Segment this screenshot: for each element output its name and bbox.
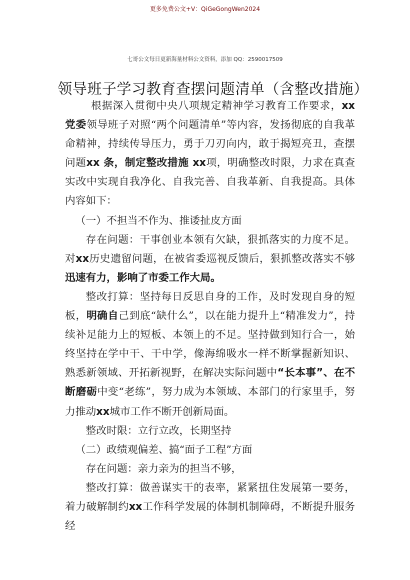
section1-problem-bold-2: 迅速有力，影响了市委工作大局。 bbox=[65, 271, 221, 284]
section1-deadline: 整改时限：立行立改，长期坚持 bbox=[85, 424, 232, 437]
section1-measures-text-2: 己到底“缺什么”，以在能力提升上“精准发力”，持续补足能力上的短板、本领上的不足。坚持做到知行合一，始终坚持在学中干、干中学，像海绵吸水一样不断掌握新知识、熟悉新领域、开拓新视野，在解决实际问题中 bbox=[65, 310, 356, 380]
intro-text-2: 领导班子对照“两个问题清单”等内容，发扬彻底的自我革命精神，持续传导压力，勇于刀刃向内，敢于揭短亮丑，查摆问题 bbox=[65, 119, 356, 170]
section1-heading: （一）不担当不作为、推诿扯皮方面 bbox=[75, 214, 242, 227]
intro-bold-1: xx 党委 bbox=[65, 100, 355, 132]
section2-heading: （二）政绩观偏差、搞“面子工程”方面 bbox=[75, 443, 253, 456]
header-notice-line: 七哥公文每日更新海量材料公文资料，添加 QQ：2590017509 bbox=[127, 57, 283, 63]
intro-bold-2: xx 条，制定整改措施 xx bbox=[86, 157, 206, 170]
section1-measures-text-3: 中变“老练”，努力成为本领域、本部门的行家里手，努力推动 bbox=[65, 386, 356, 418]
section2-measures bbox=[65, 479, 355, 536]
section1-problem bbox=[65, 231, 355, 288]
intro-paragraph bbox=[65, 97, 355, 212]
section1-measures-bold-1: 明确自 bbox=[86, 310, 119, 323]
section1-measures-bold-2: “长本事”、在不断磨砺 bbox=[65, 367, 355, 399]
section1-measures bbox=[65, 288, 355, 422]
section1-measures-bold-3: xx bbox=[96, 405, 110, 418]
document-body bbox=[65, 97, 355, 536]
section2-measures-text-1: 整改打算：做善谋实干的表率，紧紧扭住发展第一要务，着力破解制约 bbox=[65, 481, 355, 513]
section1-measures-text-4: 城市工作不断开创新局面。 bbox=[109, 405, 235, 418]
section2-measures-bold-1: xx bbox=[128, 500, 143, 513]
section1-problem-text-1: 存在问题：干事创业本领有欠缺，狠抓落实的力度不足。对 bbox=[65, 233, 355, 265]
section1-measures-text-1: 整改打算：坚持每日反思自身的工作，及时发现自身的短板， bbox=[65, 290, 355, 323]
intro-text-1: 根据深入贯彻中央八项规定精神学习教育工作要求， bbox=[91, 100, 342, 112]
section2-problem: 存在问题：亲力亲为的担当不够， bbox=[85, 462, 242, 475]
header-promo-line: 更多免费公文+V：QiGeGongWen2024 bbox=[149, 6, 261, 13]
intro-text-3: 项，明确整改时限，力求在真查实改中实现自我净化、自我完善、自我革新、自我提高。具体内容如下： bbox=[65, 157, 356, 208]
document-title: 领导班子学习教育查摆问题清单（含整改措施） bbox=[57, 82, 369, 98]
section1-problem-text-2: 历史遗留问题，在被省委巡视反馈后，狠抓整改落实不够 bbox=[89, 252, 355, 265]
section2-measures-text-2: 工作科学发展的体制机制障碍，不断提升服务经 bbox=[65, 500, 356, 533]
section1-problem-bold-1: xx bbox=[75, 252, 90, 265]
